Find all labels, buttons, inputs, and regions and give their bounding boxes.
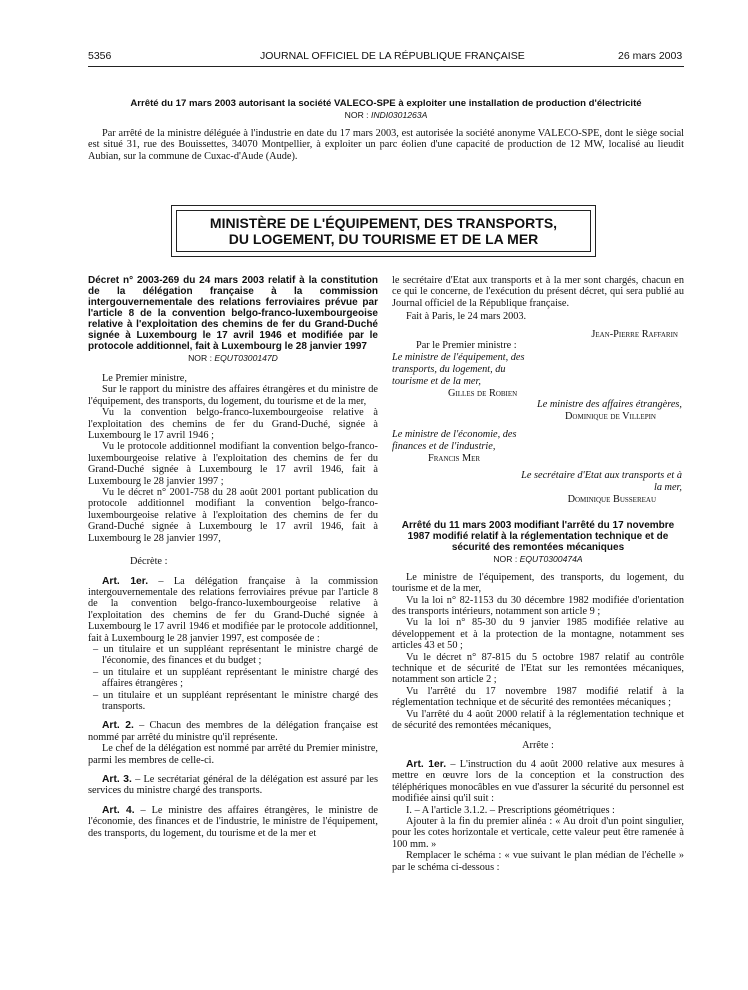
arrete-intro-3: Vu le décret n° 87-815 du 5 octobre 1987 relatif au contrôle technique et de sécurité de l'Etat sur les remontées mécaniques, notamment son article 2 ; (392, 651, 684, 686)
par-premier-ministre: Par le Premier ministre : (416, 340, 517, 352)
signatures (392, 329, 684, 506)
decret-intro-1: Sur le rapport du ministre des affaires étrangères et du ministre de l'équipement, des transports, du logement, du tourisme et de la mer, (88, 384, 378, 407)
decret-art2-para2: Le chef de la délégation est nommé par arrêté du Premier ministre, parmi les membres de celle-ci. (88, 743, 378, 766)
page-number: 5356 (88, 50, 112, 62)
decret-art1-item-2: – un titulaire et un suppléant représentant le ministre chargé des transports. (93, 689, 378, 712)
secr-name: Dominique Bussereau (567, 493, 656, 505)
decret-nor: NOR : EQUT0300147D (188, 353, 278, 363)
decret-intro-3: Vu le protocole additionnel modifiant la convention belgo-franco-luxembourgeoise relative à l'exploitation des chemins de fer du Grand-Duché signée à Luxembourg le 17 avril 1946, fait à Luxembourg le 28 janvier 1997 ; (88, 441, 378, 487)
arrete-intro-2: Vu la loi n° 85-30 du 9 janvier 1985 modifiée relative au développement et à la protection de la montagne, notamment ses articles 43 et 50 ; (392, 617, 684, 652)
min-eco-name: Francis Mer (428, 452, 481, 464)
secr-role: Le secrétaire d'Etat aux transports et à la mer, (521, 470, 682, 494)
min-equip-name: Gilles de Robien (448, 387, 518, 399)
decret-intro-4: Vu le décret n° 2001-758 du 28 août 2001 portant publication du protocole additionnel modifiant la convention belgo-franco-luxembourgeoise relative à l'exploitation des chemins de fer du Grand-Duché signée à Luxembourg le 17 avril 1946, fait à Luxembourg le 28 janvier 1997, (88, 487, 378, 544)
decret-art1: Art. 1er. – La délégation française à la commission intergouvernementale des relations ferroviaires prévue par l'article 8 de la convention belgo-franco-luxembourgeoise relative à l'exploitation des chemins de fer du Grand-Duché signée à Luxembourg le 17 avril 1946 et modifiée par le protocole additionnel, fait à Luxembourg le 28 janvier 1997, est composée de : (88, 575, 378, 644)
arrete-11mars-nor: NOR : EQUT0300474A (493, 553, 583, 564)
arrete-valeco-title: Arrêté du 17 mars 2003 autorisant la société VALECO-SPE à exploiter une installation de production d'électricité (130, 98, 642, 109)
decret-art3: Art. 3. – Le secrétariat général de la délégation est assuré par les services du ministre chargé des transports. (88, 774, 378, 797)
decret-art4-continued: le secrétaire d'Etat aux transports et à la mer sont chargés, chacun en ce qui le concerne, de l'exécution du présent décret, qui sera publié au Journal officiel de la République française. (392, 275, 684, 309)
arrete-intro-4: Vu l'arrêté du 17 novembre 1987 modifié relatif à la réglementation technique et de sécurité des remontées mécaniques ; (392, 685, 684, 709)
journal-title: JOURNAL OFFICIEL DE LA RÉPUBLIQUE FRANÇAISE (260, 50, 525, 62)
decret-art1-item-0: – un titulaire et un suppléant représentant le ministre chargé de l'économie, des finances et du budget ; (93, 643, 378, 667)
min-eco-role: Le ministre de l'économie, des finances et de l'industrie, (392, 429, 517, 452)
arrete-intro-0: Le ministre de l'équipement, des transports, du logement, du tourisme et de la mer, (392, 571, 684, 595)
arrete-arrete: Arrête : (522, 740, 554, 752)
arrete-intro-5: Vu l'arrêté du 4 août 2000 relatif à la réglementation technique et de sécurité des remontées mécaniques, (392, 708, 684, 732)
ministere-heading: MINISTÈRE DE L'ÉQUIPEMENT, DES TRANSPORTS, DU LOGEMENT, DU TOURISME ET DE LA MER (209, 215, 558, 247)
arrete-valeco (88, 98, 684, 162)
min-equip-role: Le ministre de l'équipement, des transports, du logement, du tourisme et de la mer, (392, 352, 525, 387)
decret-art1-item-1: – un titulaire et un suppléant représentant le ministre chargé des affaires étrangères ; (93, 666, 378, 690)
arrete-art1: Art. 1er. – L'instruction du 4 août 2000 relative aux mesures à mettre en œuvre lors de la conception et la construction des téléphériques monocâbles en vue d'assurer la sécurité du personnel est modifiée ainsi qu'il suit : (392, 758, 684, 805)
right-column (392, 275, 684, 873)
ministere-box (171, 205, 596, 257)
decret-title: Décret n° 2003-269 du 24 mars 2003 relatif à la constitution de la délégation française à la commission intergouvernementale des relations ferroviaires prévue par l'article 8 de la convention belgo-franco-luxembourgeoise relative à l'exploitation des chemins de fer du Grand-Duché signée à Luxembourg le 17 avril 1946 et modifiée par le protocole additionnel, fait à Luxembourg le 28 janvier 1997 (88, 275, 378, 352)
header-rule (88, 66, 684, 67)
arrete-ajouter: Ajouter à la fin du premier alinéa : « Au droit d'un point singulier, pour les cotes horizontale et verticale, cette valeur peut être ramenée à 100 mm. » (392, 815, 684, 850)
arrete-11mars (392, 520, 684, 873)
arrete-valeco-nor: NOR : INDI0301263A (344, 110, 428, 120)
decret-art2: Art. 2. – Chacun des membres de la délégation française est nommé par arrêté du ministre qu'il représente. (88, 720, 378, 743)
arrete-valeco-body: Par arrêté de la ministre déléguée à l'industrie en date du 17 mars 2003, est autorisée la société anonyme VALECO-SPE, dont le siège social est situé 31, rue des Bouissettes, 34070 Montpellier, à exploiter un parc éolien d'une capacité de production de 12 MW, localisé au lieudit Aubian, sur la commune de Cuxac-d'Aude (Aude). (88, 128, 684, 162)
min-ae-name: Dominique de Villepin (565, 411, 656, 423)
arrete-section-i: I. – A l'article 3.1.2. – Prescriptions géométriques : (406, 804, 615, 816)
arrete-intro-1: Vu la loi n° 82-1153 du 30 décembre 1982 modifiée d'orientation des transports intérieurs, notamment son article 9 ; (392, 594, 684, 617)
decret-fait: Fait à Paris, le 24 mars 2003. (406, 311, 527, 323)
arrete-remplacer: Remplacer le schéma : « vue suivant le plan médian de l'échelle » par le schéma ci-dessous : (392, 850, 684, 873)
decret-art4: Art. 4. – Le ministre des affaires étrangères, le ministre de l'économie, des finances et de l'industrie, le ministre de l'équipement, des transports, du logement, du tourisme et de la mer et (88, 804, 378, 839)
decret-intro-2: Vu la convention belgo-franco-luxembourgeoise relative à l'exploitation des chemins de fer du Grand-Duché, signée à Luxembourg le 17 avril 1946 ; (88, 407, 378, 442)
decret-intro-0: Le Premier ministre, (102, 373, 187, 384)
arrete-11mars-title: Arrêté du 11 mars 2003 modifiant l'arrêté du 17 novembre 1987 modifié relatif à la réglementation technique et de sécurité des remontées mécaniques (401, 519, 675, 553)
issue-date: 26 mars 2003 (618, 50, 683, 62)
left-column (88, 275, 378, 839)
signature-pm: Jean-Pierre Raffarin (591, 328, 678, 340)
min-ae-role: Le ministre des affaires étrangères, (536, 399, 682, 411)
decret-decrete: Décrète : (130, 556, 168, 568)
